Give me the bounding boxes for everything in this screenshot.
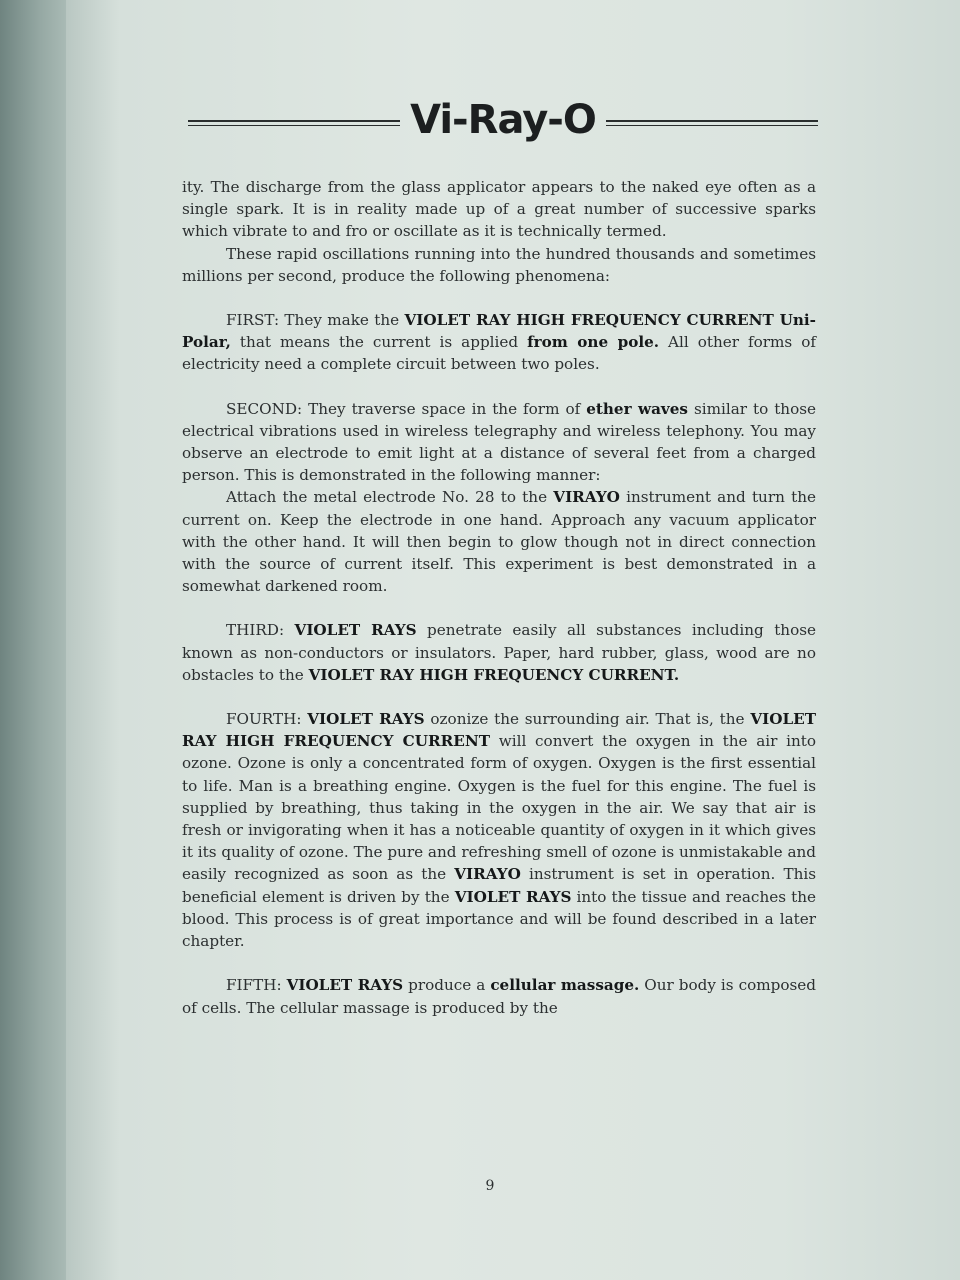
page-number: 9 — [485, 1178, 495, 1194]
bold-run: from one pole. — [527, 333, 660, 352]
paragraph-fifth — [182, 974, 816, 1018]
bold-run: VIRAYO — [454, 865, 521, 884]
text-run: instrument is set in operation. This beneficial element is driven by the — [182, 865, 817, 906]
header-rule-left — [188, 120, 400, 122]
bold-run: VIOLET RAY HIGH FREQUENCY CURRENT. — [308, 665, 680, 684]
brand-logo: Vi-Ray-O — [410, 97, 596, 143]
paragraph-fourth — [182, 708, 816, 952]
paragraph-attach — [182, 486, 816, 597]
text-run: These rapid oscillations running into the hundred thousands and sometimes millions per second, produce the following phenomena: — [182, 244, 816, 285]
text-run: All other forms of electricity need a complete circuit between two poles. — [182, 333, 816, 374]
bold-run: VIOLET RAY HIGH FREQUENCY CURRENT — [182, 710, 817, 751]
paragraph-continuation — [182, 176, 816, 243]
bold-run: VIOLET RAYS — [454, 887, 572, 906]
binding-gutter — [0, 0, 66, 1280]
header-rule-right — [606, 120, 818, 122]
page-header — [188, 92, 818, 152]
text-run: THIRD: — [226, 621, 295, 640]
text-run: FIFTH: — [226, 976, 287, 995]
paragraph-second — [182, 398, 816, 487]
paragraph-first — [182, 309, 816, 376]
bold-run: VIOLET RAYS — [307, 710, 425, 729]
text-run: instrument and turn the current on. Keep the electrode in one hand. Approach any vacuum applicator with the other hand. It will then begin to glow though not in direct connection with the source of current itself. This experiment is best demonstrated in a somewhat darkened room. — [182, 488, 816, 596]
paragraph-oscillations — [182, 243, 816, 287]
text-run: FOURTH: — [226, 710, 308, 729]
text-run: Our body is composed of cells. The cellular massage is produced by the — [182, 976, 816, 1017]
text-run: ozonize the surrounding air. That is, the — [424, 710, 751, 729]
text-run: that means the current is applied — [230, 333, 528, 352]
text-run: penetrate easily all substances including those known as non-conductors or insulators. Paper, hard rubber, glass, wood are no obstacles to the — [182, 621, 816, 684]
body-text — [182, 176, 816, 1019]
text-run: Attach the metal electrode No. 28 to the — [226, 488, 554, 507]
paragraph-third — [182, 619, 816, 686]
bold-run: VIOLET RAY HIGH FREQUENCY CURRENT Uni-Polar, — [182, 311, 816, 352]
text-run: into the tissue and reaches the blood. This process is of great importance and will be found described in a later chapter. — [182, 887, 816, 951]
text-run: produce a — [403, 976, 491, 995]
text-run: similar to those electrical vibrations used in wireless telegraphy and wireless telephony. You may observe an electrode to emit light at a distance of several feet from a charged person. This is demonstrated in the following manner: — [182, 399, 817, 485]
bold-run: VIOLET RAYS — [294, 621, 417, 640]
text-run: SECOND: They traverse space in the form of — [226, 399, 587, 418]
bold-run: VIRAYO — [553, 488, 620, 507]
bold-run: cellular massage. — [490, 976, 640, 995]
text-run: will convert the oxygen in the air into ozone. Ozone is only a concentrated form of oxygen. Oxygen is the first essential to life. Man is a breathing engine. Oxygen is the fuel for this engine. The fuel is supplied by breathing, thus taking in the oxygen in the air. We say that air is fresh or invigorating when it has a noticeable quantity of oxygen in it which gives it its quality of ozone. The pure and refreshing smell of ozone is unmistakable and easily recognized as soon as the — [182, 732, 816, 884]
bold-run: ether waves — [586, 399, 688, 418]
text-run: FIRST: They make the — [226, 311, 405, 330]
bold-run: VIOLET RAYS — [286, 976, 404, 995]
text-run: ity. The discharge from the glass applicator appears to the naked eye often as a single spark. It is in reality made up of a great number of successive sparks which vibrate to and fro or oscillate as it is technically termed. — [182, 178, 816, 241]
